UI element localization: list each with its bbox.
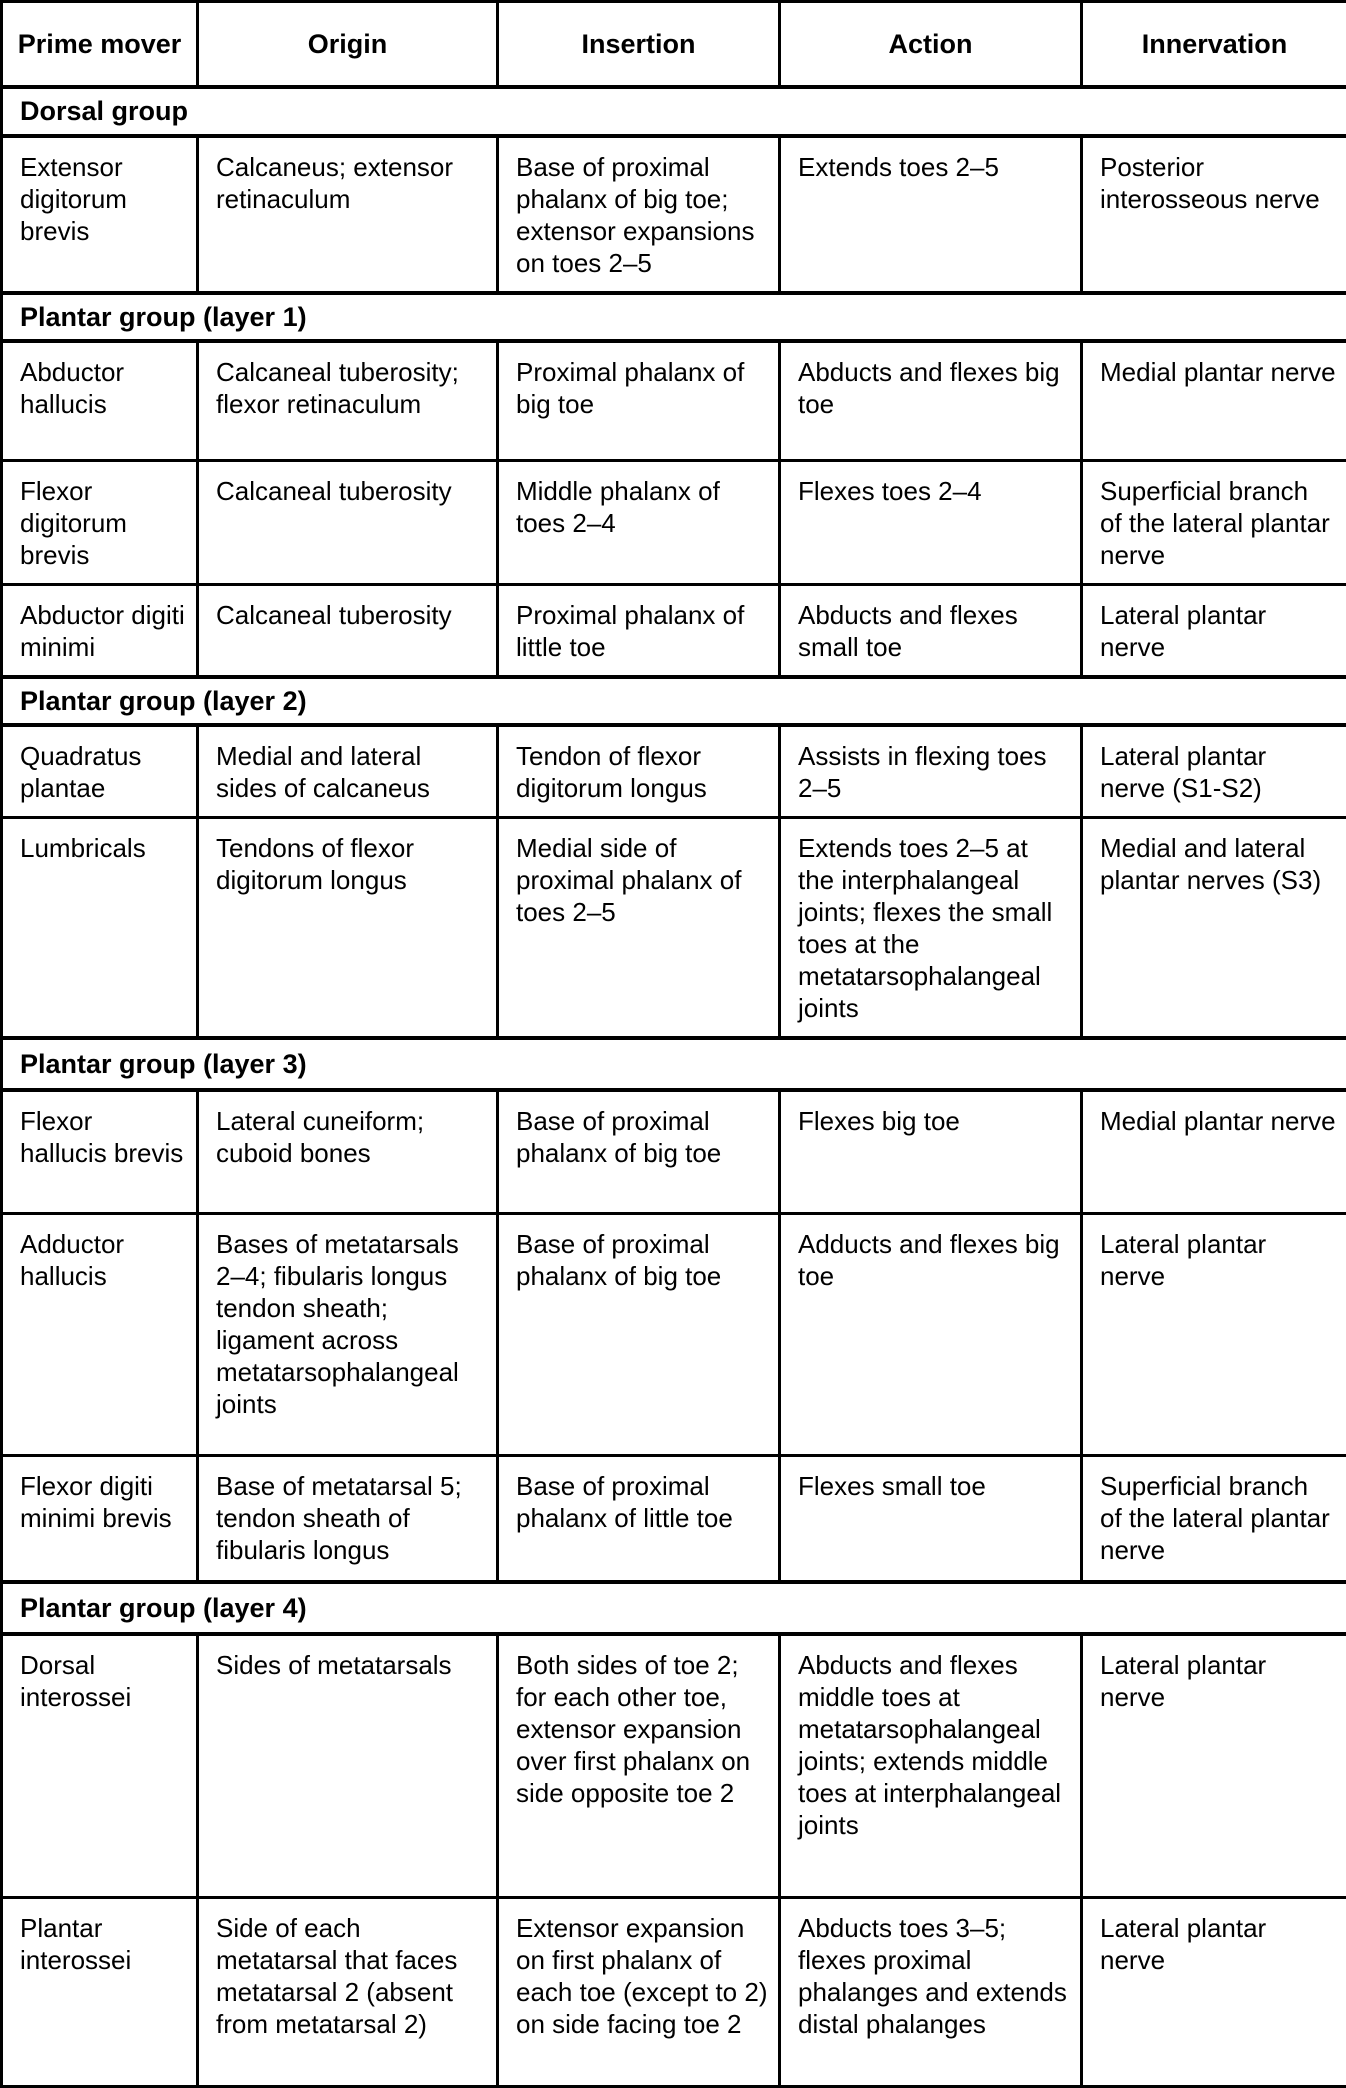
column-header-insertion: Insertion bbox=[498, 2, 780, 87]
cell-origin: Medial and lateral sides of calcaneus bbox=[198, 725, 498, 818]
table-row bbox=[2, 341, 1346, 461]
column-header-innervation: Innervation bbox=[1082, 2, 1346, 87]
cell-insertion: Medial side of proximal phalanx of toes 2–5 bbox=[498, 818, 780, 1039]
cell-origin: Calcaneal tuberosity bbox=[198, 585, 498, 678]
cell-prime-mover: Flexor digitorum brevis bbox=[2, 461, 198, 585]
cell-prime-mover: Dorsal interossei bbox=[2, 1634, 198, 1897]
group-header-row-plantar-layer-2 bbox=[2, 677, 1346, 725]
cell-innervation: Lateral plantar nerve bbox=[1082, 1213, 1346, 1455]
cell-action: Abducts and flexes big toe bbox=[780, 341, 1082, 461]
cell-insertion: Extensor expansion on first phalanx of each toe (except to 2) on side facing toe 2 bbox=[498, 1897, 780, 2086]
cell-prime-mover: Lumbricals bbox=[2, 818, 198, 1039]
cell-innervation: Superficial branch of the lateral plantar nerve bbox=[1082, 461, 1346, 585]
cell-origin: Calcaneal tuberosity bbox=[198, 461, 498, 585]
table-row bbox=[2, 461, 1346, 585]
cell-action: Extends toes 2–5 bbox=[780, 136, 1082, 293]
group-header-label: Plantar group (layer 2) bbox=[2, 677, 1346, 725]
cell-innervation: Medial plantar nerve bbox=[1082, 341, 1346, 461]
cell-origin: Tendons of flexor digitorum longus bbox=[198, 818, 498, 1039]
cell-origin: Bases of metatarsals 2–4; fibularis longus tendon sheath; ligament across metatarsophalangeal joints bbox=[198, 1213, 498, 1455]
cell-action: Extends toes 2–5 at the interphalangeal joints; flexes the small toes at the metatarsophalangeal joints bbox=[780, 818, 1082, 1039]
cell-action: Assists in flexing toes 2–5 bbox=[780, 725, 1082, 818]
cell-prime-mover: Plantar interossei bbox=[2, 1897, 198, 2086]
table-row bbox=[2, 818, 1346, 1039]
header-row bbox=[2, 2, 1346, 87]
cell-insertion: Proximal phalanx of little toe bbox=[498, 585, 780, 678]
cell-origin: Side of each metatarsal that faces metatarsal 2 (absent from metatarsal 2) bbox=[198, 1897, 498, 2086]
cell-innervation: Lateral plantar nerve bbox=[1082, 1897, 1346, 2086]
table-row bbox=[2, 585, 1346, 678]
group-header-row-dorsal bbox=[2, 87, 1346, 136]
group-header-row-plantar-layer-1 bbox=[2, 293, 1346, 341]
group-header-row-plantar-layer-3 bbox=[2, 1038, 1346, 1090]
cell-origin: Calcaneus; extensor retinaculum bbox=[198, 136, 498, 293]
cell-innervation: Lateral plantar nerve bbox=[1082, 585, 1346, 678]
cell-origin: Sides of metatarsals bbox=[198, 1634, 498, 1897]
cell-action: Adducts and flexes big toe bbox=[780, 1213, 1082, 1455]
table-row bbox=[2, 1897, 1346, 2086]
cell-prime-mover: Flexor hallucis brevis bbox=[2, 1090, 198, 1213]
column-header-prime-mover: Prime mover bbox=[2, 2, 198, 87]
group-header-label: Plantar group (layer 1) bbox=[2, 293, 1346, 341]
cell-innervation: Medial and lateral plantar nerves (S3) bbox=[1082, 818, 1346, 1039]
cell-prime-mover: Abductor digiti minimi bbox=[2, 585, 198, 678]
cell-prime-mover: Abductor hallucis bbox=[2, 341, 198, 461]
cell-prime-mover: Extensor digitorum brevis bbox=[2, 136, 198, 293]
table-row bbox=[2, 1455, 1346, 1582]
cell-innervation: Lateral plantar nerve bbox=[1082, 1634, 1346, 1897]
cell-innervation: Posterior interosseous nerve bbox=[1082, 136, 1346, 293]
cell-action: Abducts toes 3–5; flexes proximal phalanges and extends distal phalanges bbox=[780, 1897, 1082, 2086]
cell-prime-mover: Flexor digiti minimi brevis bbox=[2, 1455, 198, 1582]
cell-insertion: Middle phalanx of toes 2–4 bbox=[498, 461, 780, 585]
cell-origin: Lateral cuneiform; cuboid bones bbox=[198, 1090, 498, 1213]
cell-insertion: Base of proximal phalanx of little toe bbox=[498, 1455, 780, 1582]
cell-innervation: Lateral plantar nerve (S1-S2) bbox=[1082, 725, 1346, 818]
cell-insertion: Base of proximal phalanx of big toe; extensor expansions on toes 2–5 bbox=[498, 136, 780, 293]
cell-action: Flexes small toe bbox=[780, 1455, 1082, 1582]
column-header-action: Action bbox=[780, 2, 1082, 87]
cell-insertion: Proximal phalanx of big toe bbox=[498, 341, 780, 461]
cell-action: Flexes toes 2–4 bbox=[780, 461, 1082, 585]
cell-innervation: Superficial branch of the lateral plantar nerve bbox=[1082, 1455, 1346, 1582]
table-row bbox=[2, 725, 1346, 818]
cell-prime-mover: Adductor hallucis bbox=[2, 1213, 198, 1455]
cell-action: Abducts and flexes middle toes at metatarsophalangeal joints; extends middle toes at interphalangeal joints bbox=[780, 1634, 1082, 1897]
group-header-label: Dorsal group bbox=[2, 87, 1346, 136]
table-row bbox=[2, 1213, 1346, 1455]
table-row bbox=[2, 1090, 1346, 1213]
cell-origin: Base of metatarsal 5; tendon sheath of fibularis longus bbox=[198, 1455, 498, 1582]
group-header-row-plantar-layer-4 bbox=[2, 1582, 1346, 1634]
group-header-label: Plantar group (layer 4) bbox=[2, 1582, 1346, 1634]
cell-insertion: Base of proximal phalanx of big toe bbox=[498, 1213, 780, 1455]
cell-action: Abducts and flexes small toe bbox=[780, 585, 1082, 678]
column-header-origin: Origin bbox=[198, 2, 498, 87]
cell-innervation: Medial plantar nerve bbox=[1082, 1090, 1346, 1213]
cell-insertion: Tendon of flexor digitorum longus bbox=[498, 725, 780, 818]
table-row bbox=[2, 1634, 1346, 1897]
cell-action: Flexes big toe bbox=[780, 1090, 1082, 1213]
cell-insertion: Both sides of toe 2; for each other toe, extensor expansion over first phalanx on side opposite toe 2 bbox=[498, 1634, 780, 1897]
cell-origin: Calcaneal tuberosity; flexor retinaculum bbox=[198, 341, 498, 461]
cell-insertion: Base of proximal phalanx of big toe bbox=[498, 1090, 780, 1213]
cell-prime-mover: Quadratus plantae bbox=[2, 725, 198, 818]
table-row bbox=[2, 136, 1346, 293]
group-header-label: Plantar group (layer 3) bbox=[2, 1038, 1346, 1090]
